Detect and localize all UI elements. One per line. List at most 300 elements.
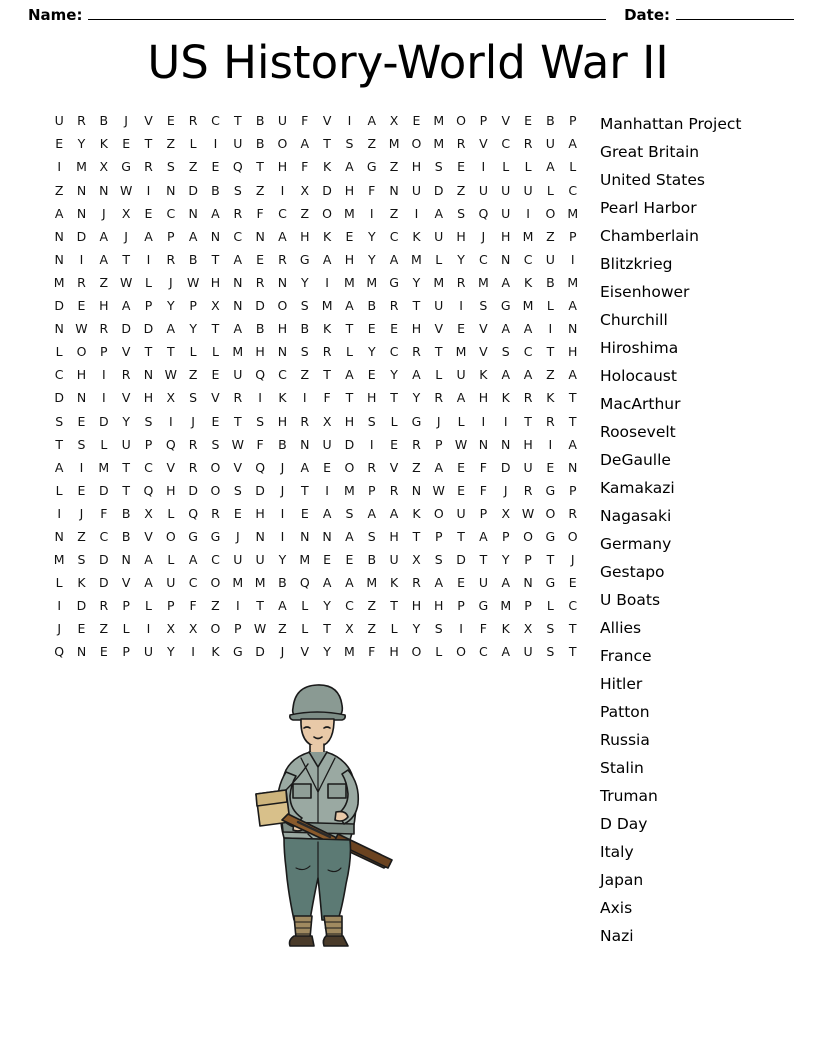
grid-cell[interactable]: O (411, 644, 422, 660)
grid-cell[interactable]: Y (77, 136, 86, 152)
grid-cell[interactable]: D (54, 298, 64, 314)
grid-cell[interactable]: P (144, 298, 153, 314)
grid-cell[interactable]: E (211, 413, 220, 429)
grid-cell[interactable]: A (501, 575, 510, 591)
grid-cell[interactable]: A (322, 575, 332, 591)
grid-cell[interactable]: A (568, 298, 577, 314)
grid-cell[interactable]: N (76, 205, 87, 221)
grid-cell[interactable]: R (166, 251, 176, 267)
grid-cell[interactable]: E (390, 436, 399, 452)
grid-cell[interactable]: Z (389, 205, 399, 221)
grid-cell[interactable]: Q (188, 505, 199, 521)
grid-cell[interactable]: P (434, 528, 443, 544)
grid-cell[interactable]: I (369, 436, 374, 452)
grid-cell[interactable]: A (523, 367, 533, 383)
grid-cell[interactable]: T (524, 413, 532, 429)
grid-cell[interactable]: S (434, 159, 443, 175)
grid-cell[interactable]: Z (77, 528, 86, 544)
grid-cell[interactable]: C (479, 644, 488, 660)
grid-cell[interactable]: U (501, 182, 511, 198)
grid-cell[interactable]: N (188, 205, 198, 221)
grid-cell[interactable]: O (567, 528, 578, 544)
grid-cell[interactable]: I (503, 413, 508, 429)
grid-cell[interactable]: D (500, 459, 511, 475)
grid-cell[interactable]: K (546, 390, 555, 406)
grid-cell[interactable]: Q (255, 367, 266, 383)
grid-cell[interactable]: V (121, 344, 131, 360)
grid-cell[interactable]: C (501, 136, 511, 152)
grid-cell[interactable]: Z (546, 367, 555, 383)
grid-cell[interactable]: D (121, 321, 131, 337)
grid-cell[interactable]: W (521, 505, 535, 521)
grid-cell[interactable]: U (255, 552, 265, 568)
grid-cell[interactable]: A (54, 205, 64, 221)
grid-cell[interactable]: K (501, 390, 510, 406)
grid-cell[interactable]: A (345, 159, 354, 175)
word-list-item[interactable]: Churchill (600, 311, 668, 329)
grid-cell[interactable]: U (233, 552, 243, 568)
word-list-item[interactable]: Japan (600, 871, 644, 889)
grid-cell[interactable]: O (210, 621, 221, 637)
grid-cell[interactable]: A (568, 136, 577, 152)
grid-cell[interactable]: A (300, 136, 310, 152)
grid-cell[interactable]: M (321, 298, 333, 314)
grid-cell[interactable]: V (322, 113, 332, 129)
grid-cell[interactable]: T (323, 136, 331, 152)
grid-cell[interactable]: D (54, 390, 64, 406)
grid-cell[interactable]: Y (412, 621, 421, 637)
grid-cell[interactable]: I (325, 482, 329, 498)
grid-cell[interactable]: H (210, 274, 221, 290)
grid-cell[interactable]: A (501, 367, 510, 383)
grid-cell[interactable]: H (76, 367, 87, 383)
grid-cell[interactable]: H (478, 390, 489, 406)
grid-cell[interactable]: W (75, 321, 88, 337)
grid-cell[interactable]: E (345, 552, 354, 568)
grid-cell[interactable]: X (501, 505, 511, 521)
grid-cell[interactable]: R (188, 459, 198, 475)
word-list-item[interactable]: D Day (600, 815, 648, 833)
grid-cell[interactable]: O (277, 136, 288, 152)
word-list-item[interactable]: Holocaust (600, 367, 677, 385)
grid-cell[interactable]: U (501, 205, 511, 221)
grid-cell[interactable]: P (234, 621, 242, 637)
grid-cell[interactable]: Y (189, 321, 197, 337)
grid-cell[interactable]: S (166, 159, 175, 175)
grid-cell[interactable]: K (523, 274, 533, 290)
word-list-item[interactable]: Pearl Harbor (600, 199, 697, 217)
grid-cell[interactable]: N (54, 528, 64, 544)
grid-cell[interactable]: O (411, 136, 422, 152)
grid-cell[interactable]: Z (300, 205, 310, 221)
grid-cell[interactable]: D (99, 552, 109, 568)
grid-cell[interactable]: F (256, 436, 264, 452)
grid-cell[interactable]: I (548, 321, 553, 337)
grid-cell[interactable]: V (166, 459, 176, 475)
grid-cell[interactable]: L (546, 598, 554, 614)
grid-cell[interactable]: H (344, 182, 355, 198)
grid-cell[interactable]: R (188, 113, 198, 129)
grid-cell[interactable]: Y (390, 367, 398, 383)
grid-cell[interactable]: N (233, 298, 243, 314)
grid-cell[interactable]: S (434, 621, 443, 637)
grid-cell[interactable]: U (523, 182, 533, 198)
grid-cell[interactable]: D (99, 575, 109, 591)
grid-cell[interactable]: Y (300, 274, 309, 290)
grid-cell[interactable]: A (233, 251, 243, 267)
grid-cell[interactable]: V (233, 459, 243, 475)
grid-cell[interactable]: E (233, 505, 242, 521)
grid-cell[interactable]: J (191, 413, 195, 429)
grid-cell[interactable]: I (325, 274, 329, 290)
grid-cell[interactable]: H (367, 390, 377, 406)
grid-cell[interactable]: J (280, 482, 285, 498)
grid-cell[interactable]: T (122, 251, 130, 267)
grid-cell[interactable]: A (188, 552, 198, 568)
grid-cell[interactable]: M (98, 459, 110, 475)
grid-cell[interactable]: O (76, 344, 87, 360)
grid-cell[interactable]: S (367, 528, 376, 544)
grid-cell[interactable]: T (323, 621, 331, 637)
grid-cell[interactable]: H (143, 390, 154, 406)
grid-cell[interactable]: T (390, 390, 398, 406)
grid-cell[interactable]: A (345, 298, 354, 314)
grid-cell[interactable]: H (166, 482, 176, 498)
name-write-line[interactable] (88, 7, 606, 20)
grid-cell[interactable]: E (77, 298, 86, 314)
grid-cell[interactable]: E (122, 136, 131, 152)
grid-cell[interactable]: G (366, 159, 377, 175)
grid-cell[interactable]: I (213, 136, 218, 152)
grid-cell[interactable]: I (168, 413, 173, 429)
grid-cell[interactable]: V (144, 113, 153, 129)
grid-cell[interactable]: S (345, 136, 354, 152)
grid-cell[interactable]: I (57, 159, 61, 175)
grid-cell[interactable]: N (389, 182, 399, 198)
grid-cell[interactable]: A (166, 321, 176, 337)
grid-cell[interactable]: N (255, 528, 265, 544)
grid-cell[interactable]: M (433, 113, 445, 129)
grid-cell[interactable]: U (456, 505, 466, 521)
grid-cell[interactable]: S (345, 505, 354, 521)
grid-cell[interactable]: A (568, 436, 577, 452)
grid-cell[interactable]: V (144, 528, 153, 544)
grid-cell[interactable]: L (55, 344, 63, 360)
grid-cell[interactable]: C (278, 205, 287, 221)
word-list-item[interactable]: Roosevelt (600, 423, 676, 441)
grid-cell[interactable]: R (523, 482, 533, 498)
grid-cell[interactable]: J (503, 482, 508, 498)
grid-cell[interactable]: V (389, 459, 399, 475)
grid-cell[interactable]: Z (367, 136, 377, 152)
grid-cell[interactable]: A (144, 575, 153, 591)
grid-cell[interactable]: F (100, 505, 108, 521)
grid-cell[interactable]: R (546, 413, 555, 429)
grid-cell[interactable]: H (389, 644, 399, 660)
grid-cell[interactable]: K (389, 575, 399, 591)
grid-cell[interactable]: Y (367, 344, 376, 360)
grid-cell[interactable]: P (189, 298, 197, 314)
grid-cell[interactable]: A (322, 505, 332, 521)
grid-cell[interactable]: I (57, 505, 61, 521)
grid-cell[interactable]: Z (367, 598, 377, 614)
grid-cell[interactable]: N (99, 182, 109, 198)
grid-cell[interactable]: M (232, 344, 244, 360)
grid-cell[interactable]: Y (412, 274, 421, 290)
grid-cell[interactable]: H (434, 598, 444, 614)
grid-cell[interactable]: G (121, 159, 131, 175)
grid-cell[interactable]: L (345, 344, 353, 360)
grid-cell[interactable]: Y (122, 413, 130, 429)
grid-cell[interactable]: I (146, 251, 151, 267)
grid-cell[interactable]: O (210, 575, 221, 591)
grid-cell[interactable]: S (501, 344, 510, 360)
grid-cell[interactable]: O (433, 505, 444, 521)
grid-cell[interactable]: Z (300, 367, 310, 383)
grid-cell[interactable]: B (546, 274, 555, 290)
grid-cell[interactable]: R (255, 274, 265, 290)
grid-cell[interactable]: Y (412, 390, 421, 406)
grid-cell[interactable]: S (55, 413, 64, 429)
grid-cell[interactable]: Z (211, 598, 220, 614)
grid-cell[interactable]: A (434, 205, 444, 221)
grid-cell[interactable]: K (412, 505, 421, 521)
grid-cell[interactable]: V (479, 136, 488, 152)
grid-cell[interactable]: I (369, 205, 374, 221)
grid-cell[interactable]: T (412, 528, 421, 544)
grid-cell[interactable]: E (166, 113, 175, 129)
grid-cell[interactable]: O (210, 459, 221, 475)
word-list-item[interactable]: United States (600, 171, 705, 189)
grid-cell[interactable]: R (389, 298, 399, 314)
grid-cell[interactable]: T (568, 413, 577, 429)
grid-cell[interactable]: M (344, 205, 355, 221)
grid-cell[interactable]: C (278, 367, 287, 383)
grid-cell[interactable]: I (258, 390, 262, 406)
grid-cell[interactable]: Y (323, 644, 331, 660)
grid-cell[interactable]: W (253, 621, 267, 637)
grid-cell[interactable]: N (255, 228, 265, 244)
grid-cell[interactable]: T (144, 136, 153, 152)
word-list-item[interactable]: DeGaulle (600, 451, 671, 469)
grid-cell[interactable]: J (124, 113, 128, 129)
grid-cell[interactable]: A (99, 251, 109, 267)
grid-cell[interactable]: R (99, 321, 109, 337)
grid-cell[interactable]: G (478, 598, 489, 614)
grid-cell[interactable]: Y (367, 251, 376, 267)
grid-cell[interactable]: T (434, 344, 443, 360)
grid-cell[interactable]: B (121, 505, 131, 521)
grid-cell[interactable]: H (99, 298, 109, 314)
grid-cell[interactable]: R (77, 274, 86, 290)
grid-cell[interactable]: M (567, 205, 579, 221)
grid-cell[interactable]: H (300, 228, 310, 244)
grid-cell[interactable]: W (186, 274, 200, 290)
grid-cell[interactable]: T (144, 344, 153, 360)
grid-cell[interactable]: U (434, 228, 444, 244)
grid-cell[interactable]: I (280, 505, 285, 521)
grid-cell[interactable]: K (323, 159, 332, 175)
grid-cell[interactable]: Q (299, 575, 310, 591)
grid-cell[interactable]: A (367, 505, 377, 521)
grid-cell[interactable]: N (322, 528, 332, 544)
grid-cell[interactable]: F (301, 159, 309, 175)
grid-cell[interactable]: R (456, 274, 466, 290)
grid-cell[interactable]: R (233, 390, 243, 406)
grid-cell[interactable]: I (570, 251, 575, 267)
grid-cell[interactable]: T (122, 459, 130, 475)
grid-cell[interactable]: W (164, 367, 177, 383)
grid-cell[interactable]: T (412, 298, 421, 314)
grid-cell[interactable]: M (53, 552, 65, 568)
grid-cell[interactable]: H (411, 598, 422, 614)
grid-cell[interactable]: T (568, 644, 577, 660)
grid-cell[interactable]: F (368, 644, 376, 660)
grid-cell[interactable]: A (278, 228, 287, 244)
grid-cell[interactable]: M (53, 274, 65, 290)
grid-cell[interactable]: I (459, 298, 463, 314)
grid-cell[interactable]: H (411, 159, 422, 175)
grid-cell[interactable]: L (502, 159, 510, 175)
grid-cell[interactable]: K (278, 390, 287, 406)
grid-cell[interactable]: U (478, 575, 488, 591)
grid-cell[interactable]: U (545, 136, 555, 152)
grid-cell[interactable]: I (191, 644, 195, 660)
grid-cell[interactable]: C (166, 205, 176, 221)
grid-cell[interactable]: N (277, 344, 288, 360)
grid-cell[interactable]: X (121, 205, 131, 221)
grid-cell[interactable]: A (345, 528, 354, 544)
grid-cell[interactable]: A (233, 321, 243, 337)
grid-cell[interactable]: K (211, 644, 220, 660)
grid-cell[interactable]: T (546, 344, 555, 360)
grid-cell[interactable]: T (568, 390, 577, 406)
grid-cell[interactable]: P (568, 482, 577, 498)
grid-cell[interactable]: S (546, 621, 555, 637)
grid-cell[interactable]: O (456, 644, 466, 660)
grid-cell[interactable]: L (100, 436, 108, 452)
grid-cell[interactable]: P (122, 644, 130, 660)
grid-cell[interactable]: Y (367, 228, 376, 244)
grid-cell[interactable]: C (389, 228, 399, 244)
grid-cell[interactable]: L (144, 598, 152, 614)
grid-cell[interactable]: I (101, 390, 106, 406)
grid-cell[interactable]: I (414, 205, 419, 221)
grid-cell[interactable]: F (323, 390, 331, 406)
grid-cell[interactable]: R (121, 367, 131, 383)
grid-cell[interactable]: L (390, 621, 398, 637)
grid-cell[interactable]: N (54, 321, 64, 337)
grid-cell[interactable]: O (277, 298, 288, 314)
grid-cell[interactable]: V (121, 575, 131, 591)
grid-cell[interactable]: S (77, 436, 86, 452)
grid-cell[interactable]: F (301, 113, 309, 129)
grid-cell[interactable]: I (347, 113, 352, 129)
grid-cell[interactable]: I (146, 182, 151, 198)
grid-cell[interactable]: Q (143, 482, 154, 498)
grid-cell[interactable]: N (300, 436, 310, 452)
grid-cell[interactable]: S (546, 644, 555, 660)
grid-cell[interactable]: T (323, 367, 331, 383)
grid-cell[interactable]: E (524, 113, 532, 129)
grid-cell[interactable]: N (121, 552, 131, 568)
grid-cell[interactable]: L (301, 621, 309, 637)
word-list-item[interactable]: Italy (600, 843, 634, 861)
grid-cell[interactable]: E (211, 367, 220, 383)
grid-cell[interactable]: K (99, 136, 108, 152)
grid-cell[interactable]: X (188, 621, 198, 637)
grid-cell[interactable]: A (479, 528, 488, 544)
grid-cell[interactable]: C (568, 598, 578, 614)
grid-cell[interactable]: T (233, 413, 242, 429)
grid-cell[interactable]: E (77, 482, 86, 498)
grid-cell[interactable]: Z (166, 136, 176, 152)
grid-cell[interactable]: L (457, 413, 465, 429)
grid-cell[interactable]: U (233, 136, 243, 152)
grid-cell[interactable]: M (433, 136, 445, 152)
grid-cell[interactable]: D (99, 482, 109, 498)
grid-cell[interactable]: C (233, 228, 243, 244)
grid-cell[interactable]: N (76, 182, 87, 198)
grid-cell[interactable]: A (188, 228, 198, 244)
grid-cell[interactable]: R (211, 505, 220, 521)
grid-cell[interactable]: C (523, 251, 533, 267)
grid-cell[interactable]: M (344, 482, 355, 498)
grid-cell[interactable]: C (54, 367, 64, 383)
grid-cell[interactable]: P (524, 598, 532, 614)
grid-cell[interactable]: O (165, 528, 176, 544)
grid-cell[interactable]: N (568, 459, 578, 475)
grid-cell[interactable]: P (479, 113, 488, 129)
grid-cell[interactable]: A (434, 459, 444, 475)
grid-cell[interactable]: W (119, 274, 133, 290)
grid-cell[interactable]: L (122, 621, 130, 637)
grid-cell[interactable]: O (545, 505, 556, 521)
grid-cell[interactable]: A (568, 367, 577, 383)
grid-cell[interactable]: E (300, 505, 309, 521)
grid-cell[interactable]: J (168, 274, 173, 290)
grid-cell[interactable]: X (345, 621, 354, 637)
word-list-item[interactable]: Gestapo (600, 563, 665, 581)
word-list-item[interactable]: Nagasaki (600, 507, 672, 525)
grid-cell[interactable]: U (411, 182, 421, 198)
grid-cell[interactable]: H (277, 413, 288, 429)
grid-cell[interactable]: L (546, 182, 554, 198)
grid-cell[interactable]: I (235, 598, 240, 614)
grid-cell[interactable]: X (523, 621, 533, 637)
grid-cell[interactable]: T (345, 321, 354, 337)
grid-cell[interactable]: A (211, 205, 220, 221)
grid-cell[interactable]: Y (501, 552, 510, 568)
grid-cell[interactable]: R (412, 575, 421, 591)
grid-cell[interactable]: E (256, 251, 265, 267)
grid-cell[interactable]: Z (54, 182, 64, 198)
word-list-item[interactable]: Eisenhower (600, 283, 690, 301)
grid-cell[interactable]: G (188, 528, 198, 544)
grid-cell[interactable]: B (255, 113, 265, 129)
grid-cell[interactable]: D (344, 436, 355, 452)
grid-cell[interactable]: U (456, 367, 466, 383)
grid-cell[interactable]: N (233, 274, 243, 290)
grid-cell[interactable]: V (479, 321, 488, 337)
grid-cell[interactable]: T (166, 344, 175, 360)
grid-cell[interactable]: T (546, 552, 555, 568)
grid-cell[interactable]: U (54, 113, 64, 129)
grid-cell[interactable]: L (435, 367, 443, 383)
grid-cell[interactable]: J (481, 228, 486, 244)
grid-cell[interactable]: E (457, 321, 466, 337)
grid-cell[interactable]: L (435, 644, 443, 660)
